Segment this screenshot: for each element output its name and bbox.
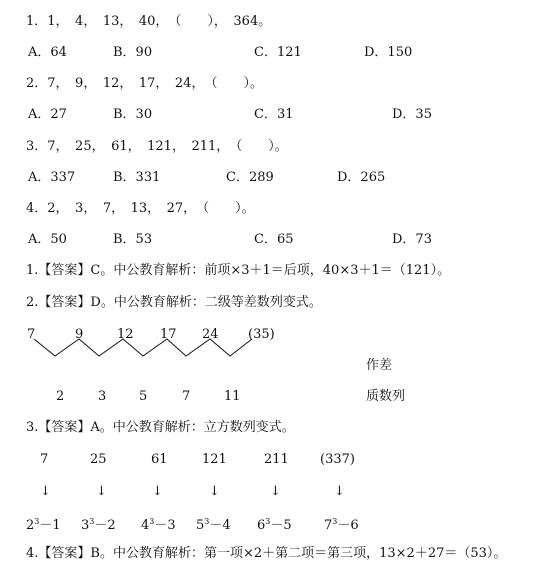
question-2-option-b: B．30 <box>113 107 153 122</box>
question-1-option-d: D．150 <box>364 45 413 60</box>
question-4-option-b: B．53 <box>113 232 153 247</box>
answer-3: 3.【答案】A。中公教育解析：立方数列变式。 <box>26 420 295 435</box>
question-3-option-d: D．265 <box>337 170 386 185</box>
diagram3-cube-expression: $7^3-6$ <box>324 517 359 533</box>
question-4-option-d: D．73 <box>392 232 432 247</box>
question-1-option-a: A．64 <box>28 45 67 60</box>
diagram2-difference: 11 <box>224 389 241 404</box>
answer-4: 4.【答案】B。中公教育解析：第一项×2＋第二项＝第三项，13×2＋27＝（53）。 <box>26 546 507 561</box>
diagram3-term: 211 <box>264 452 289 467</box>
answer-2: 2.【答案】D。中公教育解析：二级等差数列变式。 <box>26 295 322 310</box>
diagram3-cube-expression: $3^3-2$ <box>81 517 116 533</box>
diagram2-term: 24 <box>202 327 219 342</box>
diagram2-difference: 3 <box>98 389 107 404</box>
question-4-stem: 4．2， 3， 7， 13， 27， （ ）。 <box>26 201 255 216</box>
diagram3-term: 121 <box>202 452 227 467</box>
down-arrow-icon: ↓ <box>209 484 220 499</box>
diagram3-cube-expression: $6^3-5$ <box>257 517 292 533</box>
question-2-stem: 2．7， 9， 12， 17， 24， （ ）。 <box>26 76 263 91</box>
question-1-option-c: C．121 <box>254 45 302 60</box>
diagram2-difference: 2 <box>56 389 65 404</box>
diagram2-term: 9 <box>75 327 84 342</box>
diagram2-term: 17 <box>160 327 177 342</box>
diagram2-type-label: 质数列 <box>366 389 406 404</box>
diagram2-term-answer: (35) <box>248 327 275 342</box>
question-3-option-a: A．337 <box>28 170 76 185</box>
diagram3-term-answer: (337) <box>320 452 355 467</box>
question-1-option-b: B．90 <box>113 45 153 60</box>
down-arrow-icon: ↓ <box>270 484 281 499</box>
down-arrow-icon: ↓ <box>40 484 51 499</box>
question-4-option-c: C．65 <box>254 232 294 247</box>
question-1-stem: 1．1， 4， 13， 40， （ ）， 364。 <box>26 14 272 29</box>
answer-1: 1.【答案】C。中公教育解析：前项×3＋1＝后项，40×3＋1＝（121）。 <box>26 263 451 278</box>
question-3-stem: 3．7， 25， 61， 121， 211， （ ）。 <box>26 139 288 154</box>
question-2-option-a: A．27 <box>28 107 67 122</box>
diagram2-difference: 7 <box>182 389 191 404</box>
diagram3-cube-expression: $2^3-1$ <box>26 517 61 533</box>
question-4-option-a: A．50 <box>28 232 67 247</box>
diagram2-term: 7 <box>27 327 36 342</box>
diagram2-term: 12 <box>117 327 134 342</box>
diagram2-operation-label: 作差 <box>366 358 393 373</box>
diagram3-term: 61 <box>151 452 168 467</box>
down-arrow-icon: ↓ <box>334 484 345 499</box>
question-3-option-b: B．331 <box>113 170 161 185</box>
diagram2-difference: 5 <box>139 389 148 404</box>
diagram3-term: 25 <box>90 452 107 467</box>
question-2-option-c: C．31 <box>254 107 294 122</box>
diagram3-term: 7 <box>40 452 49 467</box>
diagram3-cube-expression: $4^3-3$ <box>141 517 176 533</box>
question-2-option-d: D．35 <box>392 107 432 122</box>
question-3-option-c: C．289 <box>226 170 274 185</box>
down-arrow-icon: ↓ <box>152 484 163 499</box>
diagram3-cube-expression: $5^3-4$ <box>196 517 231 533</box>
down-arrow-icon: ↓ <box>96 484 107 499</box>
